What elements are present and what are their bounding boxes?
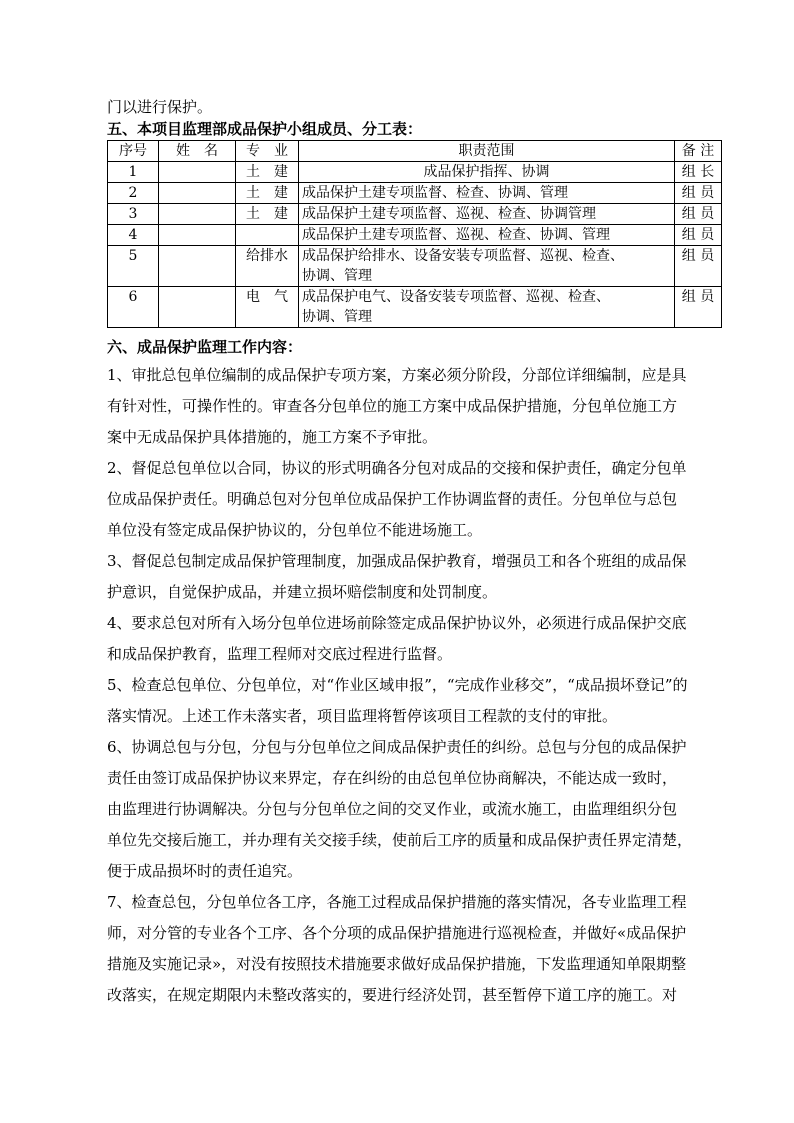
row-duty xyxy=(299,225,675,246)
row-spec: 电 气 xyxy=(236,287,299,328)
row-note: 组 长 xyxy=(675,162,722,183)
row-duty xyxy=(299,183,675,204)
table-row xyxy=(108,183,722,204)
paragraph-line: 4、要求总包对所有入场分包单位进场前除签定成品保护协议外，必须进行成品保护交底 xyxy=(107,614,687,632)
paragraph-line: 便于成品损坏时的责任追究。 xyxy=(107,862,303,880)
header-spec: 专 业 xyxy=(236,141,299,162)
row-spec: 土 建 xyxy=(236,204,299,225)
row-note: 组 员 xyxy=(675,204,722,225)
paragraph-line: 单位没有签定成品保护协议的，分包单位不能进场施工。 xyxy=(107,521,483,539)
duty-line: 协调、管理 xyxy=(302,309,372,325)
table-row xyxy=(108,246,722,287)
paragraph-line: 责任由签订成品保护协议来界定，存在纠纷的由总包单位协商解决，不能达成一致时， xyxy=(107,769,678,787)
row-spec xyxy=(236,225,299,246)
table-row xyxy=(108,204,722,225)
paragraph-line: 7、检查总包，分包单位各工序，各施工过程成品保护措施的落实情况，各专业监理工程 xyxy=(107,893,687,911)
paragraph-line: 3、督促总包制定成品保护管理制度，加强成品保护教育，增强员工和各个班组的成品保 xyxy=(107,552,687,570)
header-duty: 职责范围 xyxy=(299,141,675,162)
duty-line: 成品保护给排水、设备安装专项监督、巡视、检查、 xyxy=(302,248,624,264)
paragraph-1 xyxy=(107,360,722,453)
paragraph-line: 措施及实施记录»，对没有按照技术措施要求做好成品保护措施，下发监理通知单限期整 xyxy=(107,955,687,973)
paragraph-line: 单位先交接后施工，并办理有关交接手续，使前后工序的质量和成品保护责任界定清楚， xyxy=(107,831,693,849)
table-row xyxy=(108,162,722,183)
row-spec: 土 建 xyxy=(236,183,299,204)
paragraph-line: 由监理进行协调解决。分包与分包单位之间的交叉作业，或流水施工，由监理组织分包 xyxy=(107,800,678,818)
row-note: 组 员 xyxy=(675,246,722,287)
row-spec: 给排水 xyxy=(236,246,299,287)
row-note: 组 员 xyxy=(675,287,722,328)
row-duty xyxy=(299,162,675,183)
paragraph-line: 有针对性，可操作性的。审查各分包单位的施工方案中成品保护措施，分包单位施工方 xyxy=(107,397,678,415)
duty-line: 成品保护土建专项监督、巡视、检查、协调管理 xyxy=(302,206,596,222)
table-header-row xyxy=(108,141,722,162)
table-row xyxy=(108,225,722,246)
paragraph-line: 落实情况。上述工作未落实者，项目监理将暂停该项目工程款的支付的审批。 xyxy=(107,707,618,725)
row-name xyxy=(159,225,236,246)
row-name xyxy=(159,204,236,225)
table-row xyxy=(108,287,722,328)
paragraph-5 xyxy=(107,670,722,732)
header-no: 序号 xyxy=(108,141,159,162)
duty-line: 成品保护土建专项监督、巡视、检查、协调、管理 xyxy=(302,227,610,243)
section6-heading: 六、成品保护监理工作内容： xyxy=(107,338,303,356)
paragraph-3 xyxy=(107,546,722,608)
duty-line: 成品保护土建专项监督、检查、协调、管理 xyxy=(302,185,568,201)
row-no: 1 xyxy=(108,162,159,183)
row-no: 4 xyxy=(108,225,159,246)
row-duty xyxy=(299,287,675,328)
row-no: 6 xyxy=(108,287,159,328)
row-name xyxy=(159,246,236,287)
section5-heading: 五、本项目监理部成品保护小组成员、分工表： xyxy=(107,120,423,138)
staff-table xyxy=(107,140,722,328)
paragraph-6 xyxy=(107,732,722,887)
row-name xyxy=(159,287,236,328)
duty-line: 成品保护电气、设备安装专项监督、巡视、检查、 xyxy=(302,289,610,305)
header-note: 备 注 xyxy=(675,141,722,162)
row-spec: 土 建 xyxy=(236,162,299,183)
paragraph-line: 师，对分管的专业各个工序、各个分项的成品保护措施进行巡视检查，并做好«成品保护 xyxy=(107,924,687,942)
header-name: 姓 名 xyxy=(159,141,236,162)
paragraph-line: 和成品保护教育，监理工程师对交底过程进行监督。 xyxy=(107,645,453,663)
paragraph-4 xyxy=(107,608,722,670)
paragraph-line: 位成品保护责任。明确总包对分包单位成品保护工作协调监督的责任。分包单位与总包 xyxy=(107,490,678,508)
row-duty xyxy=(299,204,675,225)
paragraph-line: 2、督促总包单位以合同，协议的形式明确各分包对成品的交接和保护责任，确定分包单 xyxy=(107,459,687,477)
row-duty xyxy=(299,246,675,287)
document-page xyxy=(107,96,722,1011)
paragraph-7 xyxy=(107,887,722,1011)
row-name xyxy=(159,162,236,183)
paragraph-line: 6、协调总包与分包，分包与分包单位之间成品保护责任的纠纷。总包与分包的成品保护 xyxy=(107,738,687,756)
paragraph-line: 改落实，在规定期限内未整改落实的，要进行经济处罚，甚至暂停下道工序的施工。对 xyxy=(107,986,678,1004)
row-no: 3 xyxy=(108,204,159,225)
row-note: 组 员 xyxy=(675,225,722,246)
intro-line: 门以进行保护。 xyxy=(107,98,213,116)
row-note: 组 员 xyxy=(675,183,722,204)
row-name xyxy=(159,183,236,204)
row-no: 5 xyxy=(108,246,159,287)
paragraph-line: 案中无成品保护具体措施的，施工方案不予审批。 xyxy=(107,428,438,446)
paragraph-line: 5、检查总包单位、分包单位，对“作业区域申报”，“完成作业移交”，“成品损坏登记”的 xyxy=(107,676,688,694)
paragraph-2 xyxy=(107,453,722,546)
duty-line: 协调、管理 xyxy=(302,268,372,284)
row-no: 2 xyxy=(108,183,159,204)
duty-line: 成品保护指挥、协调 xyxy=(423,164,550,180)
paragraph-line: 护意识，自觉保护成品，并建立损坏赔偿制度和处罚制度。 xyxy=(107,583,498,601)
paragraph-line: 1、审批总包单位编制的成品保护专项方案，方案必须分阶段，分部位详细编制，应是具 xyxy=(107,366,687,384)
